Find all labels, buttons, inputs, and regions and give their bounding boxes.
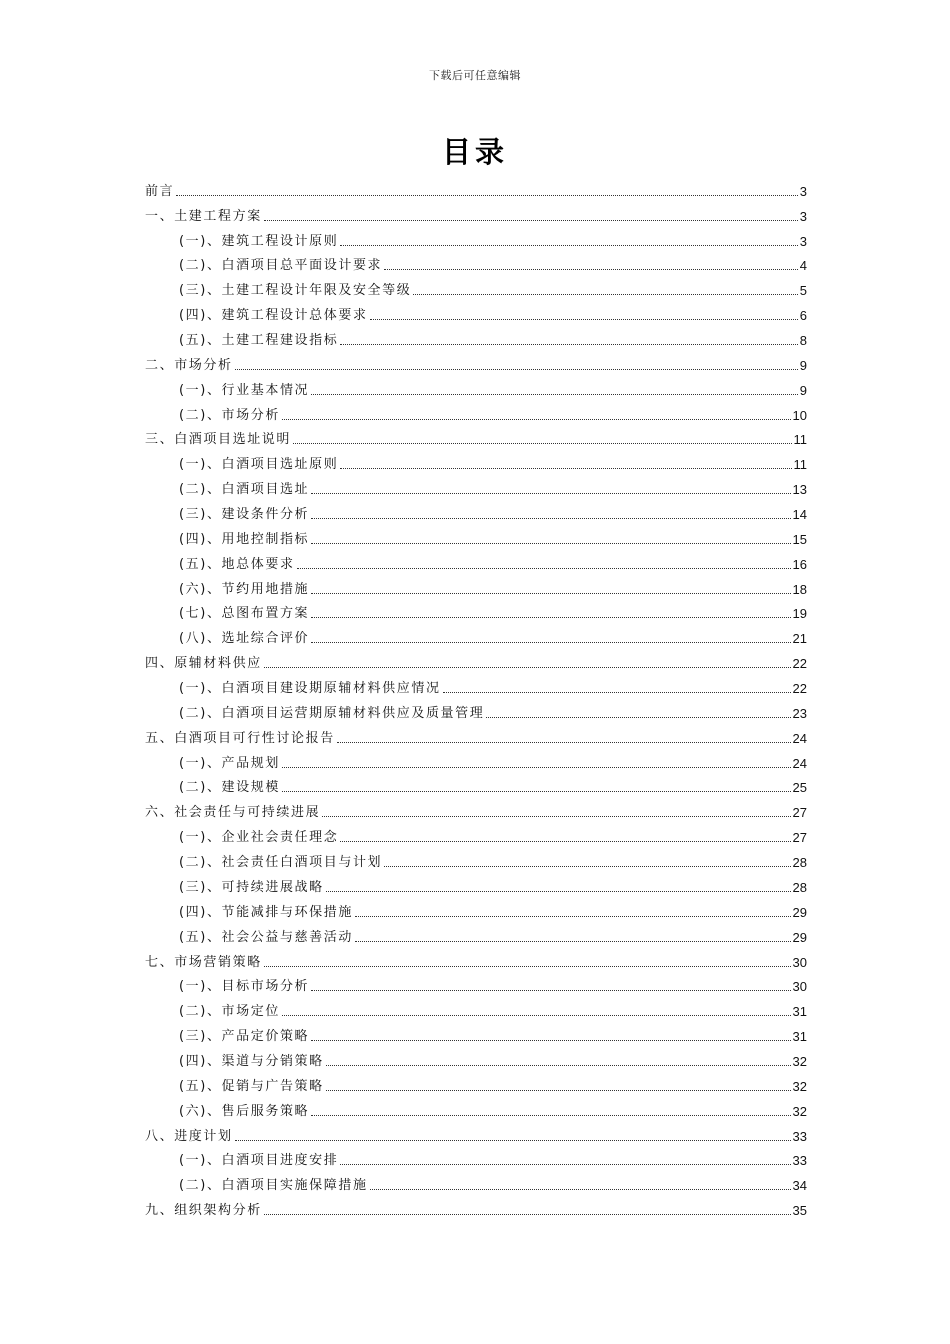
toc-entry-page-number: 29 (792, 904, 807, 920)
toc-entry-label: 一、土建工程方案 (145, 208, 262, 224)
toc-entry-label: (四)、建筑工程设计总体要求 (179, 308, 368, 324)
toc-section-entry[interactable] (145, 672, 807, 697)
toc-section-entry[interactable] (145, 821, 807, 846)
toc-section-entry[interactable] (145, 1070, 807, 1095)
toc-entry-page-number: 27 (792, 805, 807, 821)
dot-leader (443, 691, 791, 693)
toc-entry-label: 七、市场营销策略 (145, 954, 262, 970)
toc-entry-page-number: 3 (799, 183, 807, 199)
toc-chapter-entry[interactable] (145, 946, 807, 971)
toc-entry-page-number: 16 (792, 556, 807, 572)
toc-entry-label: (一)、白酒项目进度安排 (179, 1153, 339, 1169)
toc-entry-label: 六、社会责任与可持续进展 (145, 805, 321, 821)
toc-entry-page-number: 25 (792, 780, 807, 796)
toc-entry-label: (二)、市场定位 (179, 1004, 280, 1020)
dot-leader (311, 492, 790, 494)
toc-section-entry[interactable] (145, 622, 807, 647)
toc-chapter-entry[interactable] (145, 349, 807, 374)
toc-entry-page-number: 32 (792, 1053, 807, 1069)
toc-entry-page-number: 32 (792, 1103, 807, 1119)
toc-section-entry[interactable] (145, 299, 807, 324)
toc-entry-label: (三)、产品定价策略 (179, 1029, 310, 1045)
toc-entry-page-number: 15 (792, 531, 807, 547)
toc-entry-label: (一)、产品规划 (179, 755, 280, 771)
toc-entry-label: (六)、售后服务策略 (179, 1103, 310, 1119)
toc-entry-label: 九、组织架构分析 (145, 1203, 262, 1219)
dot-leader (235, 1139, 791, 1141)
toc-entry-page-number: 18 (792, 581, 807, 597)
toc-entry-label: 前言 (145, 183, 175, 199)
dot-leader (282, 1014, 791, 1016)
dot-leader (264, 965, 791, 967)
toc-entry-page-number: 30 (792, 979, 807, 995)
toc-chapter-entry[interactable] (145, 1194, 807, 1219)
toc-section-entry[interactable] (145, 1045, 807, 1070)
toc-section-entry[interactable] (145, 1169, 807, 1194)
toc-section-entry[interactable] (145, 598, 807, 623)
toc-entry-label: (二)、白酒项目实施保障措施 (179, 1178, 368, 1194)
toc-entry-page-number: 11 (793, 457, 807, 473)
toc-section-entry[interactable] (145, 498, 807, 523)
toc-entry-label: (四)、用地控制指标 (179, 531, 310, 547)
toc-section-entry[interactable] (145, 250, 807, 275)
dot-leader (370, 318, 798, 320)
toc-entry-label: (一)、建筑工程设计原则 (179, 233, 339, 249)
dot-leader (311, 542, 790, 544)
toc-title: 目录 (441, 135, 508, 169)
toc-section-entry[interactable] (145, 772, 807, 797)
toc-entry-page-number: 35 (792, 1203, 807, 1219)
toc-entry-label: (五)、社会公益与慈善活动 (179, 929, 353, 945)
dot-leader (264, 1213, 791, 1215)
toc-entry-label: (一)、白酒项目选址原则 (179, 457, 339, 473)
toc-section-entry[interactable] (145, 374, 807, 399)
toc-section-entry[interactable] (145, 846, 807, 871)
toc-entry-page-number: 23 (792, 705, 807, 721)
toc-section-entry[interactable] (145, 523, 807, 548)
toc-entry-page-number: 11 (793, 432, 807, 448)
toc-section-entry[interactable] (145, 399, 807, 424)
dot-leader (264, 666, 791, 668)
toc-section-entry[interactable] (145, 697, 807, 722)
toc-entry-label: 三、白酒项目选址说明 (145, 432, 292, 448)
toc-entry-page-number: 13 (792, 482, 807, 498)
dot-leader (384, 268, 798, 270)
toc-entry-page-number: 22 (792, 656, 807, 672)
dot-leader (311, 592, 790, 594)
dot-leader (413, 293, 797, 295)
dot-leader (297, 567, 791, 569)
toc-entry-label: (二)、白酒项目运营期原辅材料供应及质量管理 (179, 705, 485, 721)
toc-entry-page-number: 8 (799, 333, 807, 349)
toc-entry-page-number: 28 (792, 879, 807, 895)
toc-entry-label: 五、白酒项目可行性讨论报告 (145, 730, 335, 746)
toc-entry-page-number: 10 (792, 407, 807, 423)
toc-entry-label: (一)、白酒项目建设期原辅材料供应情况 (179, 681, 441, 697)
dot-leader (340, 343, 797, 345)
toc-entry-label: (四)、渠道与分销策略 (179, 1053, 324, 1069)
toc-entry-label: (五)、土建工程建设指标 (179, 333, 339, 349)
toc-entry-label: (一)、企业社会责任理念 (179, 830, 339, 846)
toc-entry-page-number: 9 (799, 382, 807, 398)
dot-leader (326, 1064, 791, 1066)
toc-chapter-entry[interactable] (145, 796, 807, 821)
toc-entry-label: (二)、社会责任白酒项目与计划 (179, 855, 383, 871)
toc-chapter-entry[interactable] (145, 175, 807, 200)
dot-leader (355, 940, 791, 942)
toc-entry-page-number: 33 (792, 1128, 807, 1144)
toc-entry-label: (一)、目标市场分析 (179, 979, 310, 995)
toc-entry-page-number: 30 (792, 954, 807, 970)
toc-entry-page-number: 21 (792, 631, 807, 647)
toc-entry-page-number: 22 (792, 681, 807, 697)
toc-chapter-entry[interactable] (145, 722, 807, 747)
toc-entry-label: (一)、行业基本情况 (179, 382, 310, 398)
toc-entry-page-number: 3 (799, 233, 807, 249)
toc-section-entry[interactable] (145, 995, 807, 1020)
toc-chapter-entry[interactable] (145, 647, 807, 672)
toc-entry-label: (三)、可持续进展战略 (179, 879, 324, 895)
dot-leader (282, 766, 791, 768)
toc-section-entry[interactable] (145, 1145, 807, 1170)
toc-entry-label: (二)、白酒项目选址 (179, 482, 310, 498)
toc-entry-page-number: 33 (792, 1153, 807, 1169)
dot-leader (486, 716, 790, 718)
toc-section-entry[interactable] (145, 225, 807, 250)
toc-entry-label: (四)、节能减排与环保措施 (179, 904, 353, 920)
dot-leader (340, 244, 797, 246)
dot-leader (235, 368, 798, 370)
toc-entry-label: (三)、建设条件分析 (179, 507, 310, 523)
toc-entry-label: 八、进度计划 (145, 1128, 233, 1144)
toc-entry-page-number: 14 (792, 507, 807, 523)
toc-chapter-entry[interactable] (145, 200, 807, 225)
toc-section-entry[interactable] (145, 573, 807, 598)
toc-entry-page-number: 27 (792, 830, 807, 846)
toc-section-entry[interactable] (145, 448, 807, 473)
toc-section-entry[interactable] (145, 473, 807, 498)
toc-entry-label: (八)、选址综合评价 (179, 631, 310, 647)
dot-leader (326, 890, 791, 892)
toc-entry-page-number: 34 (792, 1178, 807, 1194)
toc-section-entry[interactable] (145, 747, 807, 772)
dot-leader (311, 1039, 790, 1041)
toc-entry-page-number: 9 (799, 357, 807, 373)
dot-leader (370, 1188, 791, 1190)
toc-entry-label: (二)、市场分析 (179, 407, 280, 423)
dot-leader (340, 1163, 790, 1165)
table-of-contents (145, 175, 807, 1219)
toc-chapter-entry[interactable] (145, 1120, 807, 1145)
toc-entry-page-number: 31 (792, 1029, 807, 1045)
toc-entry-page-number: 32 (792, 1078, 807, 1094)
dot-leader (340, 840, 790, 842)
page-header-note: 下载后可任意编辑 (429, 69, 521, 82)
toc-entry-page-number: 19 (792, 606, 807, 622)
dot-leader (311, 517, 790, 519)
dot-leader (322, 815, 790, 817)
toc-section-entry[interactable] (145, 971, 807, 996)
toc-section-entry[interactable] (145, 871, 807, 896)
dot-leader (176, 194, 798, 196)
toc-section-entry[interactable] (145, 548, 807, 573)
dot-leader (311, 393, 798, 395)
dot-leader (355, 915, 791, 917)
toc-entry-page-number: 4 (799, 258, 807, 274)
dot-leader (311, 616, 790, 618)
dot-leader (326, 1089, 791, 1091)
toc-section-entry[interactable] (145, 921, 807, 946)
toc-entry-label: (六)、节约用地措施 (179, 581, 310, 597)
dot-leader (384, 865, 790, 867)
toc-entry-label: (二)、建设规模 (179, 780, 280, 796)
toc-section-entry[interactable] (145, 274, 807, 299)
toc-section-entry[interactable] (145, 896, 807, 921)
toc-entry-label: (五)、促销与广告策略 (179, 1078, 324, 1094)
dot-leader (282, 418, 791, 420)
toc-entry-page-number: 3 (799, 208, 807, 224)
toc-chapter-entry[interactable] (145, 424, 807, 449)
toc-entry-page-number: 24 (792, 730, 807, 746)
toc-entry-label: (七)、总图布置方案 (179, 606, 310, 622)
dot-leader (340, 467, 791, 469)
toc-section-entry[interactable] (145, 1020, 807, 1045)
toc-entry-page-number: 28 (792, 855, 807, 871)
toc-entry-page-number: 29 (792, 929, 807, 945)
toc-entry-page-number: 31 (792, 1004, 807, 1020)
toc-entry-page-number: 6 (799, 308, 807, 324)
dot-leader (264, 219, 798, 221)
toc-entry-label: (二)、白酒项目总平面设计要求 (179, 258, 383, 274)
toc-entry-label: 四、原辅材料供应 (145, 656, 262, 672)
dot-leader (311, 641, 790, 643)
dot-leader (311, 1114, 790, 1116)
dot-leader (293, 442, 791, 444)
dot-leader (311, 989, 790, 991)
toc-section-entry[interactable] (145, 1095, 807, 1120)
dot-leader (282, 790, 791, 792)
toc-entry-page-number: 5 (799, 283, 807, 299)
toc-entry-page-number: 24 (792, 755, 807, 771)
dot-leader (337, 741, 791, 743)
toc-entry-label: (五)、地总体要求 (179, 556, 295, 572)
toc-entry-label: 二、市场分析 (145, 357, 233, 373)
toc-entry-label: (三)、土建工程设计年限及安全等级 (179, 283, 412, 299)
toc-section-entry[interactable] (145, 324, 807, 349)
